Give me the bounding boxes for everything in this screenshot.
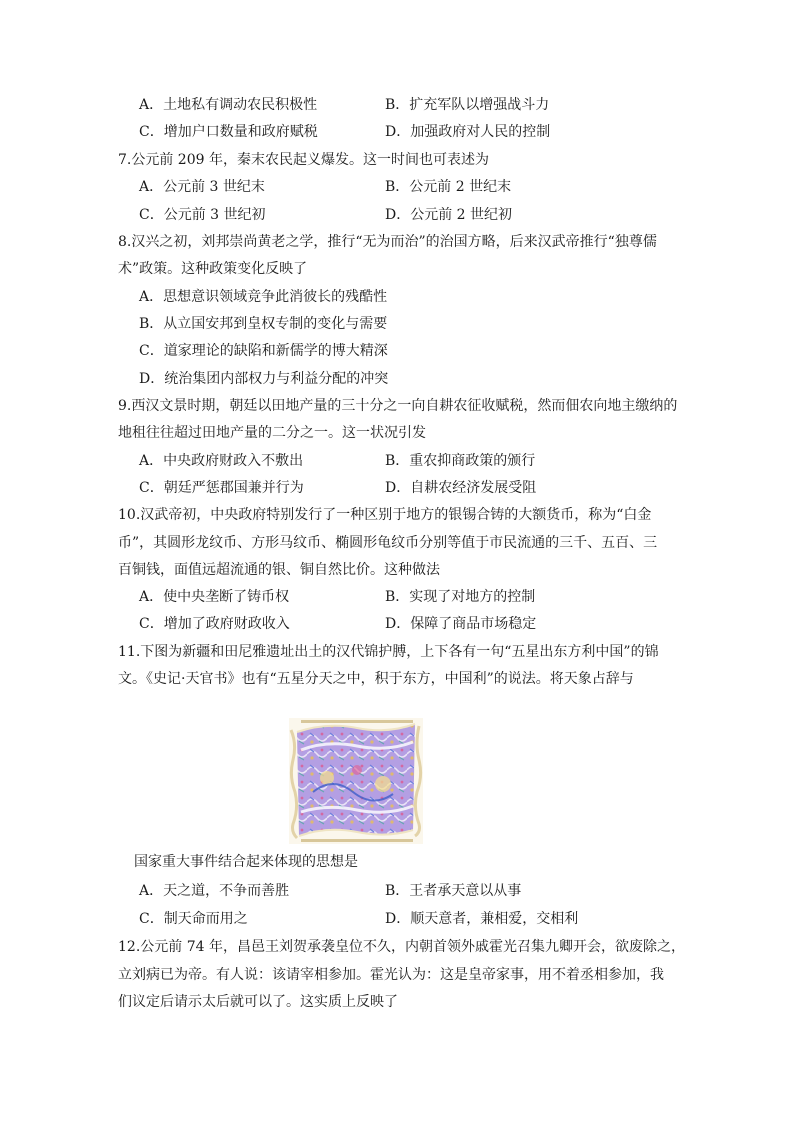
q7-stem: 7.公元前 209 年，秦末农民起义爆发。这一时间也可表述为 xyxy=(118,152,489,168)
q11-stem-line-1: 11.下图为新疆和田尼雅遗址出土的汉代锦护膊，上下各有一句“五星出东方利中国”的锦 xyxy=(118,644,659,660)
q11-option-c: C．制天命而用之 xyxy=(139,911,248,927)
brocade-arm-guard-image xyxy=(287,714,425,848)
q6-option-b: B．扩充军队以增强战斗力 xyxy=(385,97,550,113)
q9-option-c: C．朝廷严惩郡国兼并行为 xyxy=(139,480,304,496)
q9-stem-line-2: 地租往往超过田地产量的二分之一。这一状况引发 xyxy=(118,425,426,441)
q8-stem-line-2: 术”政策。这种政策变化反映了 xyxy=(118,261,308,277)
q10-option-a: A．使中央垄断了铸币权 xyxy=(139,589,290,605)
q9-stem-line-1: 9.西汉文景时期，朝廷以田地产量的三十分之一向自耕农征收赋税，然而佃农向地主缴纳的 xyxy=(118,398,678,414)
q10-option-b: B．实现了对地方的控制 xyxy=(385,589,536,605)
q11-stem-line-2: 文。《史记·天官书》也有“五星分天之中，积于东方，中国利”的说法。将天象占辞与 xyxy=(118,671,634,687)
q7-option-c: C．公元前 3 世纪初 xyxy=(139,207,266,223)
q8-option-a: A．思想意识领域竞争此消彼长的残酷性 xyxy=(139,289,388,305)
q6-option-a: A．土地私有调动农民积极性 xyxy=(139,97,318,113)
q9-option-d: D．自耕农经济发展受阻 xyxy=(385,480,537,496)
q8-stem-line-1: 8.汉兴之初，刘邦崇尚黄老之学，推行“无为而治”的治国方略，后来汉武帝推行“独尊儒 xyxy=(118,234,657,250)
q7-option-d: D．公元前 2 世纪初 xyxy=(385,207,513,223)
q10-stem-line-1: 10.汉武帝初，中央政府特别发行了一种区别于地方的银锡合铸的大额货币，称为“白金 xyxy=(118,507,652,523)
q9-option-a: A．中央政府财政入不敷出 xyxy=(139,453,304,469)
q8-option-b: B．从立国安邦到皇权专制的变化与需要 xyxy=(139,316,388,332)
q6-option-d: D．加强政府对人民的控制 xyxy=(385,124,551,140)
q7-option-a: A．公元前 3 世纪末 xyxy=(139,179,265,195)
q11-option-d: D．顺天意者，兼相爱，交相利 xyxy=(385,911,579,927)
q10-stem-line-2: 币”，其圆形龙纹币、方形马纹币、椭圆形龟纹币分别等值于市民流通的三千、五百、三 xyxy=(118,535,658,551)
q7-option-b: B．公元前 2 世纪末 xyxy=(385,179,512,195)
q11-option-b: B．王者承天意以从事 xyxy=(385,883,522,899)
q12-stem-line-1: 12.公元前 74 年，昌邑王刘贺承袭皇位不久，内朝首领外戚霍光召集九卿开会，欲废除之， xyxy=(118,939,685,955)
q11-option-a: A．天之道，不争而善胜 xyxy=(139,883,290,899)
q10-stem-line-3: 百铜钱，面值远超流通的银、铜自然比价。这种做法 xyxy=(118,562,440,578)
q11-stem-continued: 国家重大事件结合起来体现的思想是 xyxy=(134,854,358,870)
q8-option-d: D．统治集团内部权力与利益分配的冲突 xyxy=(139,371,389,387)
q8-option-c: C．道家理论的缺陷和新儒学的博大精深 xyxy=(139,343,388,359)
q12-stem-line-2: 立刘病已为帝。有人说：该请宰相参加。霍光认为：这是皇帝家事，用不着丞相参加，我 xyxy=(118,967,664,983)
q6-option-c: C．增加户口数量和政府赋税 xyxy=(139,124,318,140)
q9-option-b: B．重农抑商政策的颁行 xyxy=(385,453,536,469)
q10-option-d: D．保障了商品市场稳定 xyxy=(385,616,537,632)
q10-option-c: C．增加了政府财政收入 xyxy=(139,616,290,632)
q12-stem-line-3: 们议定后请示太后就可以了。这实质上反映了 xyxy=(118,994,398,1010)
